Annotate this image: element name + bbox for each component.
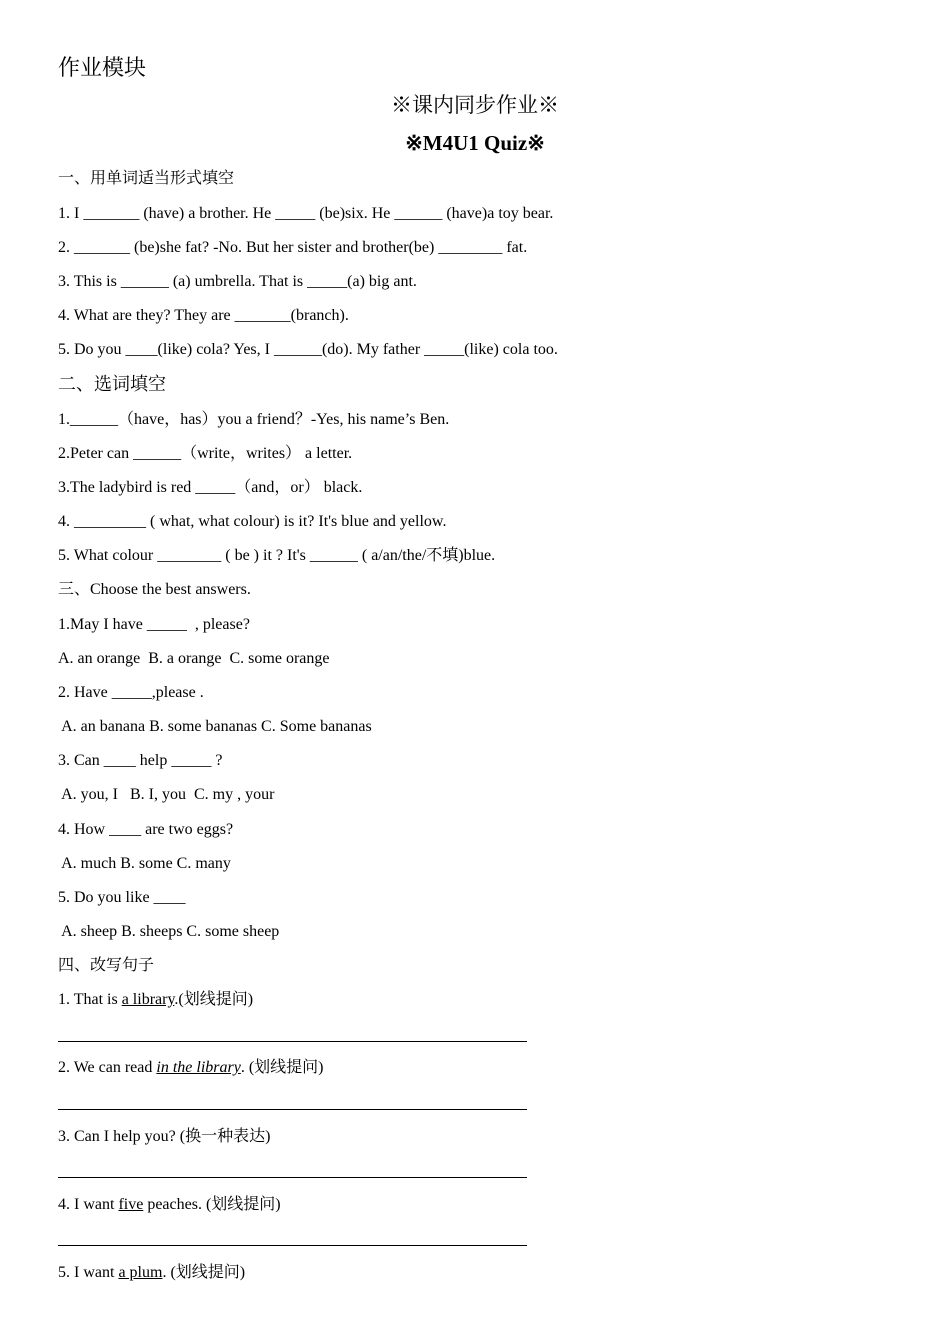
rewrite-text: 3. Can I help you? (换一种表达) [58, 1128, 271, 1145]
answer-line [58, 1177, 527, 1178]
module-title: 作业模块 [58, 55, 147, 80]
rewrite-text: 4. I want [58, 1196, 119, 1213]
rewrite-instruction: peaches. (划线提问) [143, 1196, 281, 1213]
answer-line [58, 1041, 527, 1042]
underlined-phrase: in the library [156, 1059, 241, 1076]
question: 1.May I have _____ , please? [58, 616, 250, 633]
answer-line [58, 1245, 527, 1246]
underlined-phrase: a library [121, 991, 175, 1008]
section-2-item: 3.The ladybird is red _____（and，or） black. [58, 479, 363, 496]
answer-options: A. sheep B. sheeps C. some sheep [58, 923, 280, 940]
answer-options: A. you, I B. I, you C. my , your [58, 786, 275, 803]
section-2-item: 1.______（have，has）you a friend？-Yes, his name’s Ben. [58, 411, 450, 428]
worksheet-title: ※课内同步作业※ [391, 93, 559, 117]
answer-options: A. an banana B. some bananas C. Some bananas [58, 718, 372, 735]
question: 2. Have _____,please . [58, 684, 204, 701]
section-1-item: 3. This is ______ (a) umbrella. That is _____(a) big ant. [58, 273, 417, 290]
rewrite-text: 5. I want [58, 1264, 119, 1281]
section-3-heading: 三、Choose the best answers. [58, 581, 251, 598]
rewrite-instruction: .(划线提问) [174, 991, 254, 1008]
section-1-item: 1. I _______ (have) a brother. He _____ (be)six. He ______ (have)a toy bear. [58, 205, 554, 222]
rewrite-item [58, 1263, 245, 1283]
rewrite-instruction: . (划线提问) [162, 1264, 246, 1281]
section-4-heading: 四、改写句子 [58, 957, 155, 974]
answer-line [58, 1109, 527, 1110]
section-2-item: 5. What colour ________ ( be ) it ? It's ______ ( a/an/the/不填)blue. [58, 547, 496, 564]
section-1-item: 4. What are they? They are _______(branch). [58, 307, 349, 324]
underlined-phrase: five [118, 1196, 144, 1213]
question: 4. How ____ are two eggs? [58, 821, 234, 838]
answer-options: A. an orange B. a orange C. some orange [58, 650, 330, 667]
rewrite-text: 1. That is [58, 991, 122, 1008]
question: 3. Can ____ help _____ ? [58, 752, 223, 769]
rewrite-item [58, 1058, 323, 1078]
underlined-phrase: a plum [118, 1264, 163, 1281]
section-1-heading: 一、用单词适当形式填空 [58, 170, 235, 187]
question: 5. Do you like ____ [58, 889, 186, 906]
section-1-item: 2. _______ (be)she fat? -No. But her sister and brother(be) ________ fat. [58, 239, 528, 256]
section-2-item: 4. _________ ( what, what colour) is it? It's blue and yellow. [58, 513, 447, 530]
quiz-title: ※M4U1 Quiz※ [405, 131, 545, 155]
rewrite-item [58, 1127, 270, 1147]
answer-options: A. much B. some C. many [58, 855, 231, 872]
rewrite-text: 2. We can read [58, 1059, 157, 1076]
section-2-heading: 二、选词填空 [58, 374, 166, 394]
rewrite-item [58, 1195, 281, 1215]
rewrite-item [58, 990, 253, 1010]
section-2-item: 2.Peter can ______（write，writes） a letter. [58, 445, 353, 462]
rewrite-instruction: . (划线提问) [240, 1059, 324, 1076]
section-1-item: 5. Do you ____(like) cola? Yes, I ______(do). My father _____(like) cola too. [58, 341, 558, 358]
